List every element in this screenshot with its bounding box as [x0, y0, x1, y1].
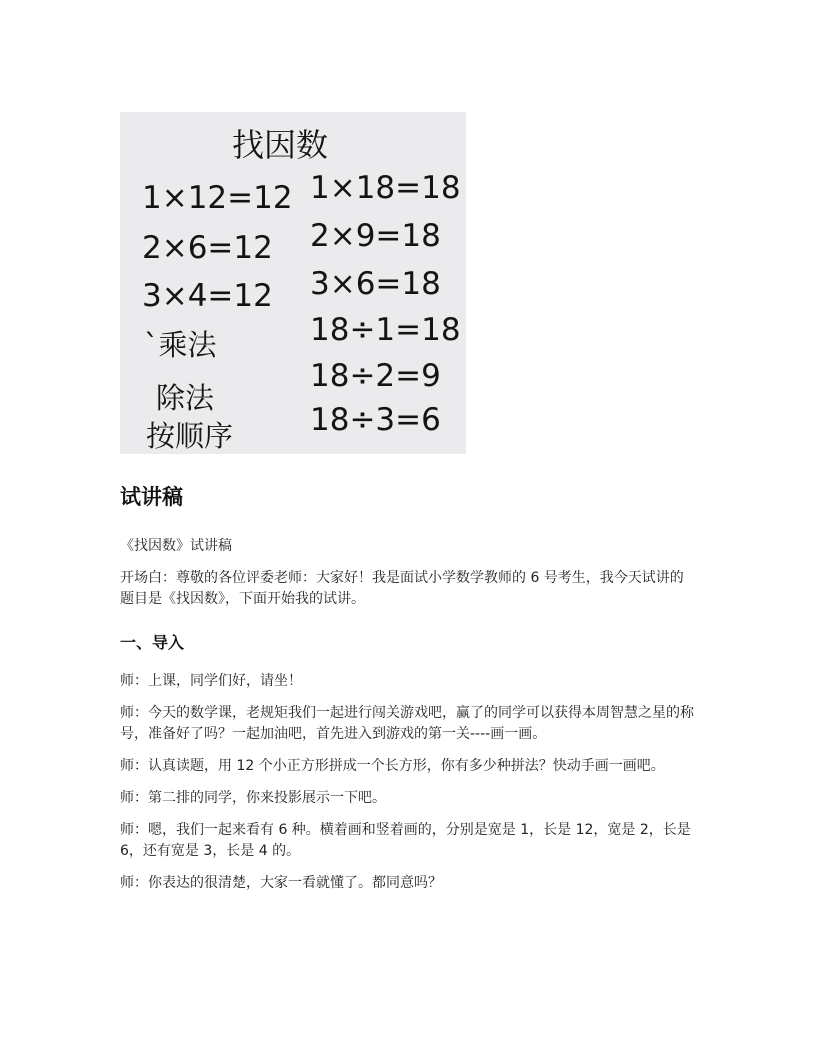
- document-body: [120, 536, 696, 905]
- note-left-row-4: `乘法: [144, 328, 217, 362]
- opening-paragraph: 开场白：尊敬的各位评委老师：大家好！我是面试小学数学教师的 6 号考生，我今天试讲的题目是《找因数》，下面开始我的试讲。: [120, 570, 684, 607]
- document-title: 试讲稿: [120, 485, 183, 509]
- note-right-row-4: 18÷1=18: [310, 312, 461, 348]
- paragraph: 师：第二排的同学，你来投影展示一下吧。: [120, 790, 386, 806]
- handwritten-note-drawing: [120, 112, 466, 454]
- note-right-row-6: 18÷3=6: [310, 402, 441, 438]
- note-right-row-1: 1×18=18: [310, 170, 461, 206]
- note-heading: 找因数: [232, 126, 329, 164]
- note-left-row-6: 按顺序: [146, 419, 234, 453]
- paragraph: 师：上课，同学们好，请坐！: [120, 673, 302, 689]
- section-heading-intro: 一、导入: [120, 633, 185, 652]
- paragraph: 师：你表达的很清楚，大家一看就懂了。都同意吗？: [120, 875, 442, 891]
- note-right-row-2: 2×9=18: [310, 218, 441, 254]
- note-left-row-3: 3×4=12: [142, 278, 273, 314]
- note-left-row-2: 2×6=12: [142, 230, 273, 266]
- paragraph: 师：今天的数学课，老规矩我们一起进行闯关游戏吧，赢了的同学可以获得本周智慧之星的称号，准备好了吗？一起加油吧，首先进入到游戏的第一关----画一画。: [120, 705, 694, 742]
- note-right-row-5: 18÷2=9: [310, 358, 441, 394]
- document-subtitle: 《找因数》试讲稿: [120, 538, 232, 554]
- paragraph: 师：嗯，我们一起来看有 6 种。横着画和竖着画的，分别是宽是 1，长是 12，宽是 2，长是 6，还有宽是 3，长是 4 的。: [120, 822, 691, 859]
- handwritten-note-photo: [120, 112, 466, 454]
- paragraph: 师：认真读题，用 12 个小正方形拼成一个长方形，你有多少种拼法？快动手画一画吧。: [120, 758, 665, 774]
- note-left-row-5: 除法: [156, 381, 215, 415]
- note-right-row-3: 3×6=18: [310, 266, 441, 302]
- note-left-row-1: 1×12=12: [142, 180, 293, 216]
